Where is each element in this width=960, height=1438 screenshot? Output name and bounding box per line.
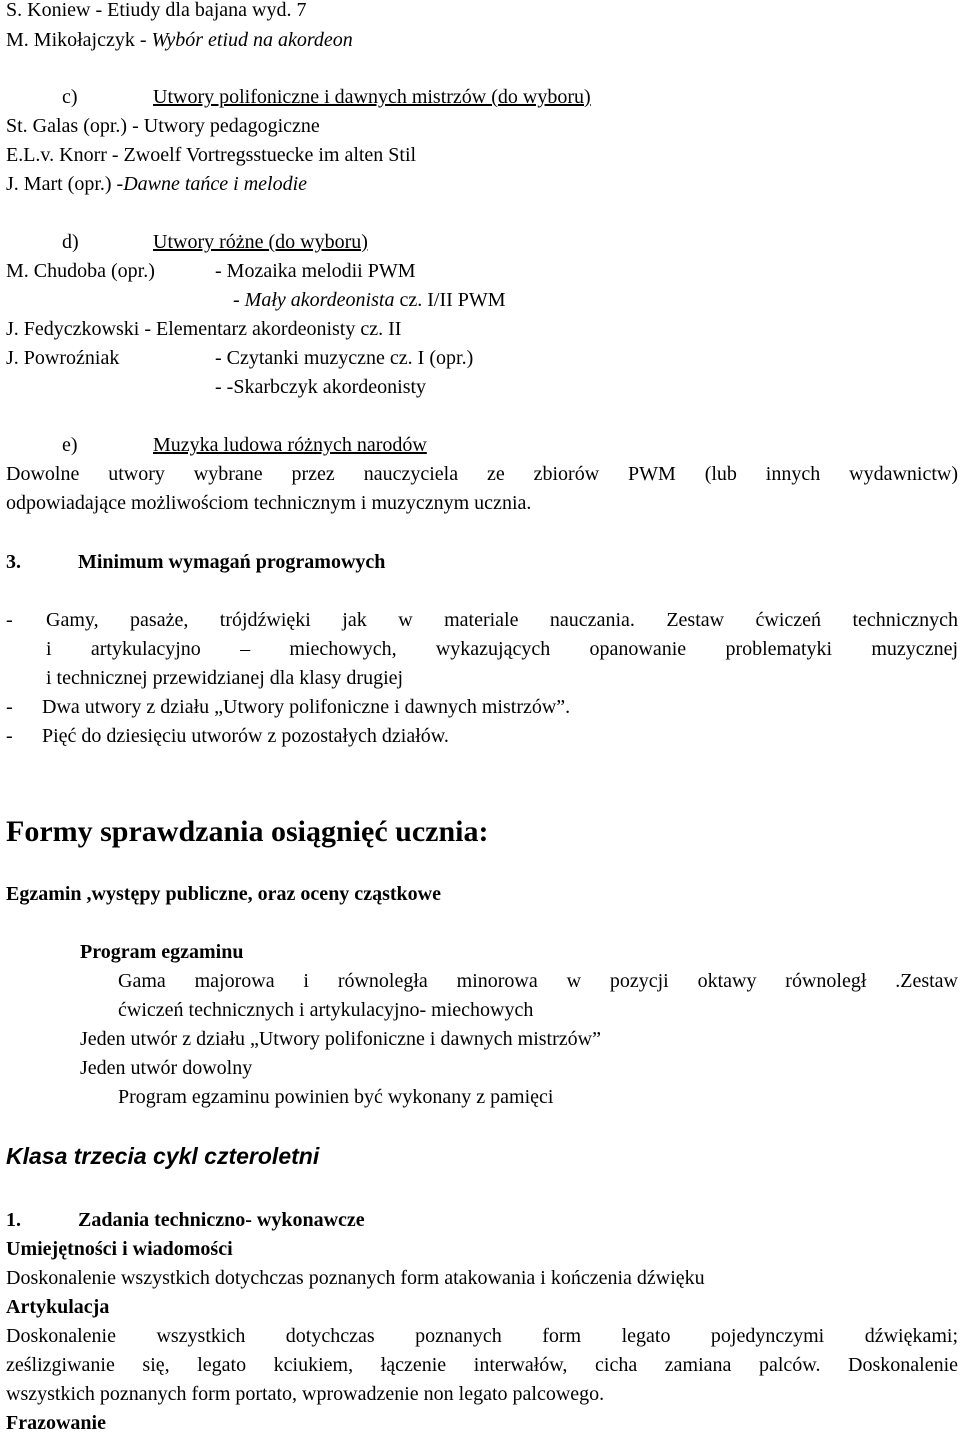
paragraph-line: Jeden utwór dowolny — [80, 1057, 253, 1079]
text-line — [233, 286, 506, 315]
edition: cz. I/II PWM — [394, 289, 506, 311]
paragraph-line: Gamy, pasaże, trójdźwięki jak w materiale nauczania. Zestaw ćwiczeń technicznych — [46, 609, 958, 631]
paragraph-line: Dowolne utwory wybrane przez nauczyciela ze zbiorów PWM (lub innych wydawnictw) — [6, 463, 958, 485]
text-line: St. Galas (opr.) - Utwory pedagogiczne — [6, 115, 320, 137]
paragraph-line: i technicznej przewidzianej dla klasy drugiej — [46, 667, 404, 689]
paragraph-line: wszystkich poznanych form portato, wprowadzenie non legato palcowego. — [6, 1383, 605, 1405]
section-heading: Minimum wymagań programowych — [78, 551, 386, 573]
paragraph-line: odpowiadające możliwościom technicznym i muzycznym ucznia. — [6, 492, 532, 514]
main-heading: Formy sprawdzania osiągnięć ucznia: — [6, 815, 489, 848]
work-title: Mały akordeonista — [244, 289, 395, 311]
section-heading: Muzyka ludowa różnych narodów — [153, 434, 427, 456]
subheading: Umiejętności i wiadomości — [6, 1238, 233, 1260]
bullet-dash: - — [6, 725, 13, 747]
paragraph-line: Gama majorowa i równoległa minorowa w pozycji oktawy równoległ .Zestaw — [118, 970, 958, 992]
paragraph-line: Program egzaminu powinien być wykonany z pamięci — [118, 1086, 554, 1108]
section-number: 3. — [6, 551, 21, 573]
list-item: Dwa utwory z działu „Utwory polifoniczne i dawnych mistrzów”. — [42, 696, 571, 718]
text-line — [6, 170, 307, 199]
subheading: Egzamin ,występy publiczne, oraz oceny cząstkowe — [6, 883, 441, 905]
text-line: - Mozaika melodii PWM — [215, 260, 416, 282]
subheading: Frazowanie — [6, 1412, 106, 1434]
paragraph-line: i artykulacyjno – miechowych, wykazujących opanowanie problematyki muzycznej — [46, 638, 958, 660]
text-line: - Czytanki muzyczne cz. I (opr.) — [215, 347, 474, 369]
list-marker: d) — [62, 231, 79, 253]
text-line: J. Fedyczkowski - Elementarz akordeonisty cz. II — [6, 318, 402, 340]
text-line: S. Koniew - Etiudy dla bajana wyd. 7 — [6, 0, 307, 21]
bullet-dash: - — [6, 696, 13, 718]
dash: - — [233, 289, 245, 311]
paragraph-line: Doskonalenie wszystkich dotychczas poznanych form legato pojedynczymi dźwiękami; — [6, 1325, 958, 1347]
list-item: Pięć do dziesięciu utworów z pozostałych działów. — [42, 725, 449, 747]
work-title: Wybór etiud na akordeon — [151, 29, 353, 51]
section-heading: Utwory polifoniczne i dawnych mistrzów (do wyboru) — [153, 86, 591, 108]
class-heading: Klasa trzecia cykl czteroletni — [6, 1143, 320, 1169]
paragraph-line: ześlizgiwanie się, legato kciukiem, łączenie interwałów, cicha zamiana palców. Doskonalenie — [6, 1354, 958, 1376]
text-line: J. Powroźniak — [6, 347, 120, 369]
section-number: 1. — [6, 1209, 21, 1231]
bullet-dash: - — [6, 609, 13, 631]
author: M. Mikołajczyk - — [6, 29, 152, 51]
paragraph-line: Doskonalenie wszystkich dotychczas poznanych form atakowania i kończenia dźwięku — [6, 1267, 705, 1289]
text-line: - -Skarbczyk akordeonisty — [215, 376, 427, 398]
text-line: E.L.v. Knorr - Zwoelf Vortregsstuecke im alten Stil — [6, 144, 417, 166]
text-line: M. Chudoba (opr.) — [6, 260, 155, 282]
text-line — [6, 26, 353, 55]
section-heading: Utwory różne (do wyboru) — [153, 231, 368, 253]
paragraph-line: ćwiczeń technicznych i artykulacyjno- miechowych — [118, 999, 534, 1021]
subheading: Program egzaminu — [80, 941, 244, 963]
list-marker: c) — [62, 86, 78, 108]
paragraph-line: Jeden utwór z działu „Utwory polifoniczne i dawnych mistrzów” — [80, 1028, 601, 1050]
list-marker: e) — [62, 434, 78, 456]
author: J. Mart (opr.) - — [6, 173, 124, 195]
work-title: Dawne tańce i melodie — [123, 173, 308, 195]
section-heading: Zadania techniczno- wykonawcze — [78, 1209, 365, 1231]
subheading: Artykulacja — [6, 1296, 110, 1318]
